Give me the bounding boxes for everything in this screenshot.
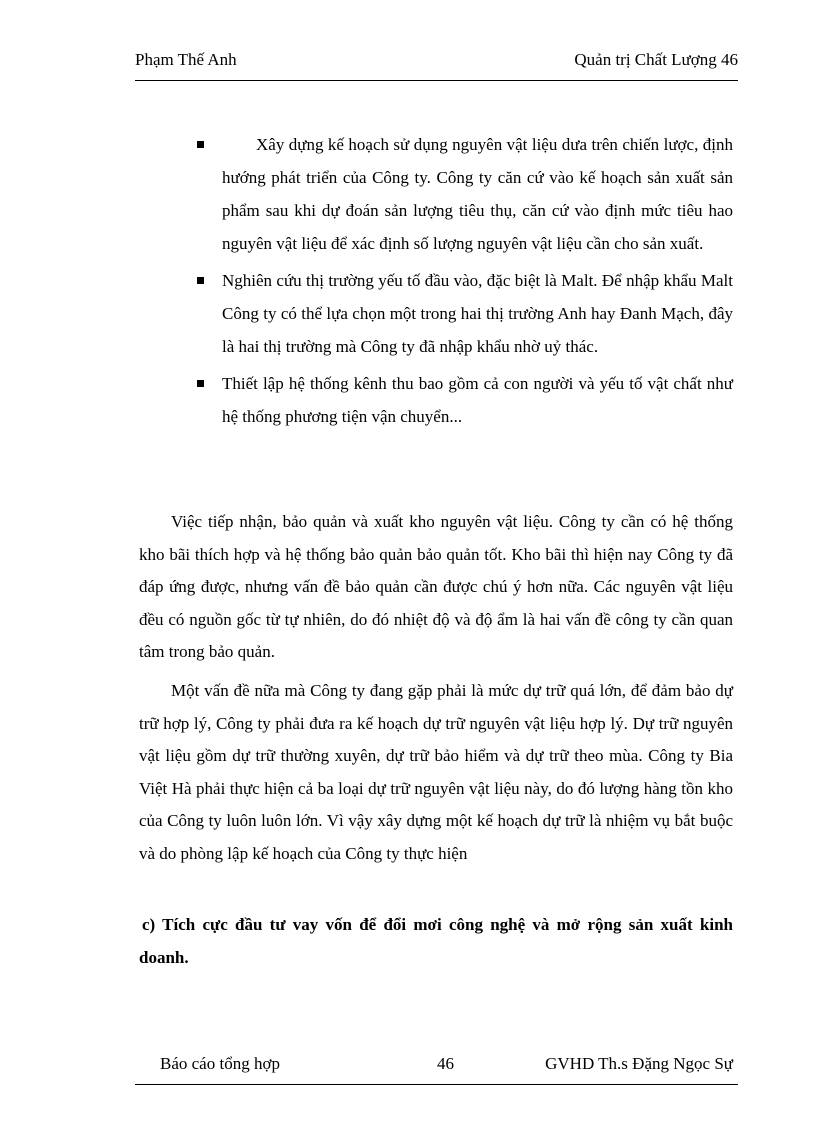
paragraph: Việc tiếp nhận, bảo quản và xuất kho nguyên vật liệu. Công ty cần có hệ thống kho bãi thích hợp và hệ thống bảo quản bảo quản tốt. Kho bãi thì hiện nay Công ty đã đáp ứng được, nhưng vấn đề bảo quản cần được chú ý hơn nữa. Các nguyên vật liệu đều có nguồn gốc từ tự nhiên, do đó nhiệt độ và độ ẩm là hai vấn đề công ty cần quan tâm trong bảo quản. <box>139 512 733 661</box>
header-title: Quản trị Chất Lượng 46 <box>574 50 738 69</box>
page-header <box>135 50 738 81</box>
bullet-list <box>195 128 733 437</box>
square-bullet-icon <box>197 277 204 284</box>
bullet-item <box>195 264 733 363</box>
page-footer <box>135 1054 738 1085</box>
bullet-text: Thiết lập hệ thống kênh thu bao gồm cả con người và yếu tố vật chất như hệ thống phương tiện vận chuyển... <box>222 374 733 426</box>
square-bullet-icon <box>197 380 204 387</box>
bullet-item <box>195 367 733 433</box>
paragraph: Một vấn đề nữa mà Công ty đang gặp phải là mức dự trữ quá lớn, để đảm bảo dự trữ hợp lý, Công ty phải đưa ra kế hoạch dự trữ nguyên vật liệu hợp lý. Dự trữ nguyên vật liệu gồm dự trữ thường xuyên, dự trữ bảo hiểm và dự trữ theo mùa. Công ty Bia Việt Hà phải thực hiện cả ba loại dự trữ nguyên vật liệu này, do đó lượng hàng tồn kho của Công ty luôn luôn lớn. Vì vậy xây dựng một kế hoạch dự trữ là nhiệm vụ bắt buộc và do phòng lập kế hoạch của Công ty thực hiện <box>139 681 733 863</box>
bullet-text: Nghiên cứu thị trường yếu tố đầu vào, đặc biệt là Malt. Để nhập khẩu Malt Công ty có thể lựa chọn một trong hai thị trường Anh hay Đanh Mạch, đây là hai thị trường mà Công ty đã nhập khẩu nhờ uỷ thác. <box>222 271 733 356</box>
footer-report-title: Báo cáo tổng hợp <box>160 1054 280 1073</box>
section-heading: c) Tích cực đầu tư vay vốn để đổi mơi công nghệ và mở rộng sản xuất kinh doanh. <box>139 915 733 967</box>
page-number: 46 <box>437 1054 454 1073</box>
square-bullet-icon <box>197 141 204 148</box>
bullet-text: Xây dựng kế hoạch sử dụng nguyên vật liệu dưa trên chiến lược, định hướng phát triển của Công ty. Công ty căn cứ vào kế hoạch sản xuất sản phẩm sau khi dự đoán sản lượng tiêu thụ, căn cứ vào định mức tiêu hao nguyên vật liệu để xác định số lượng nguyên vật liệu cần cho sản xuất. <box>222 135 733 253</box>
footer-supervisor: GVHD Th.s Đặng Ngọc Sự <box>545 1054 733 1073</box>
bullet-item <box>195 128 733 260</box>
header-author: Phạm Thế Anh <box>135 50 237 69</box>
